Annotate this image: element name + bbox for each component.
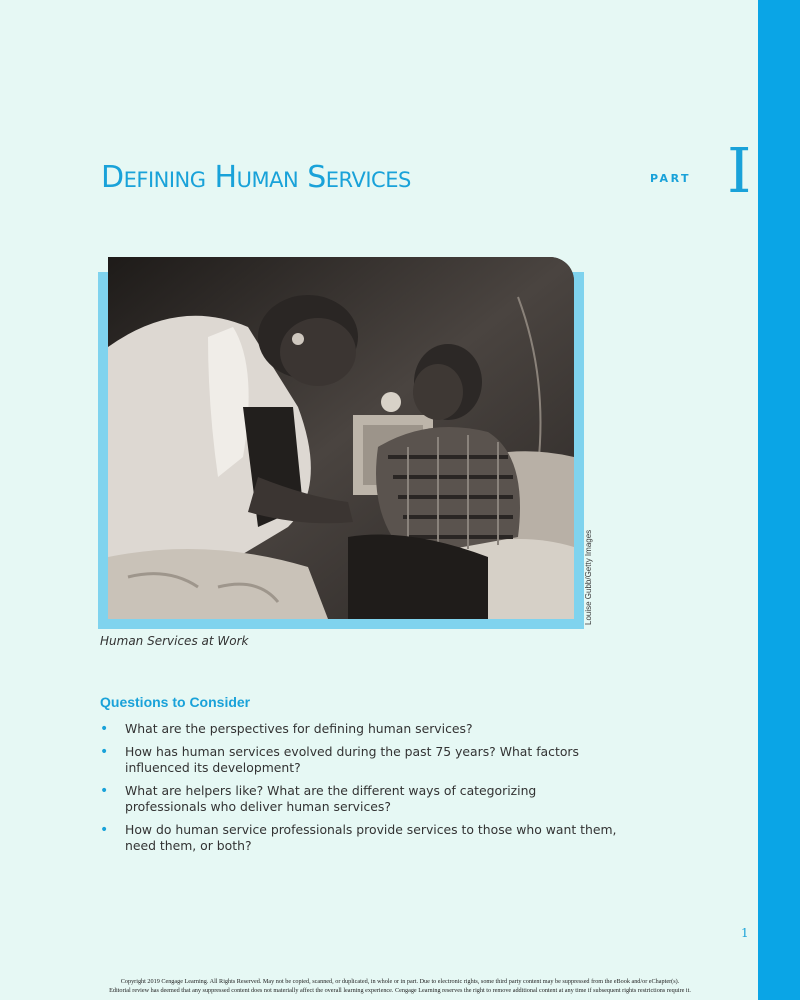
side-color-band (758, 0, 800, 1000)
copyright-line: Editorial review has deemed that any suppressed content does not materially affect the overall learning experience. Cengage Learning reserves the right to remove additional content at any time if subsequent rights restrictions require it. (109, 987, 691, 994)
photo-caption: Human Services at Work (100, 634, 249, 648)
question-item (100, 783, 620, 815)
copyright-notice (0, 977, 800, 995)
bullet-icon: • (100, 721, 109, 737)
copyright-line: Copyright 2019 Cengage Learning. All Rights Reserved. May not be copied, scanned, or duplicated, in whole or in part. Due to electronic rights, some third party content may be suppressed from the eBook and/or eChapter(s). (120, 978, 680, 985)
questions-list (100, 721, 620, 861)
questions-heading: Questions to Consider (100, 694, 251, 710)
part-title: Defining Human Services (101, 160, 411, 195)
bullet-icon: • (100, 783, 109, 799)
bullet-icon: • (100, 744, 109, 760)
photo-human-services-at-work (108, 257, 574, 619)
question-text: What are the perspectives for defining human services? (125, 721, 473, 736)
question-item (100, 721, 620, 737)
part-numeral: I (727, 134, 752, 207)
question-text: How has human services evolved during the past 75 years? What factors influenced its development? (125, 744, 579, 775)
part-label: PART (650, 172, 692, 185)
question-text: How do human service professionals provide services to those who want them, need them, or both? (125, 822, 617, 853)
photo-credit: Louise Gubb/Getty Images (584, 529, 593, 625)
question-item (100, 744, 620, 776)
page-number: 1 (741, 926, 749, 940)
bullet-icon: • (100, 822, 109, 838)
question-text: What are helpers like? What are the different ways of categorizing professionals who deliver human services? (125, 783, 537, 814)
question-item (100, 822, 620, 854)
